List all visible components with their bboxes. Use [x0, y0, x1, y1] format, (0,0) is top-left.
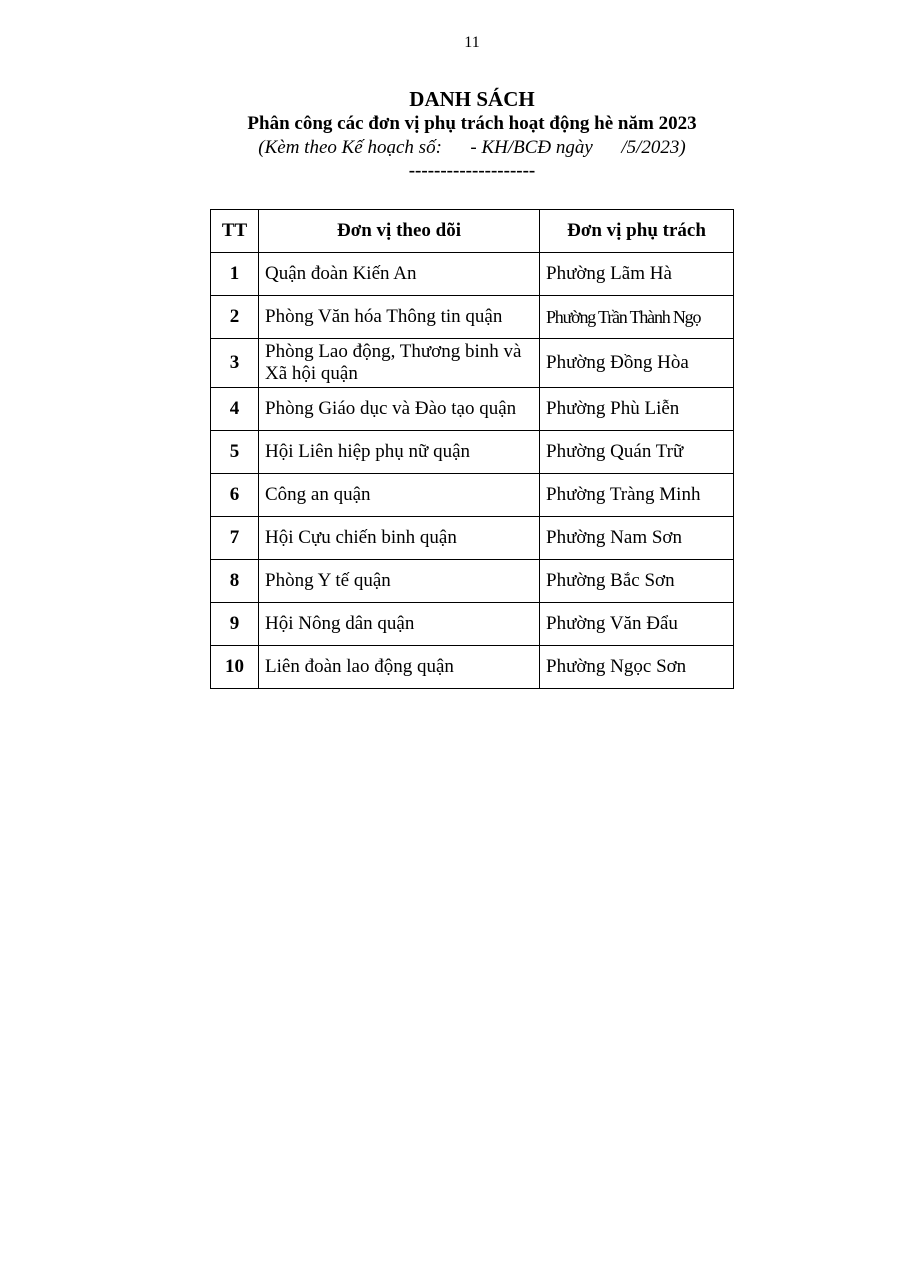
- table-row: [211, 296, 734, 339]
- responsible-ward: [540, 296, 734, 339]
- monitoring-unit: Quận đoàn Kiến An: [259, 253, 540, 296]
- responsible-ward: Phường Tràng Minh: [540, 474, 734, 517]
- attachment-reference: (Kèm theo Kế hoạch số: - KH/BCĐ ngày /5/2023): [258, 137, 686, 158]
- table-row: [211, 517, 734, 560]
- document-subtitle: Phân công các đơn vị phụ trách hoạt động hè năm 2023: [247, 113, 697, 134]
- document-title: DANH SÁCH: [409, 87, 535, 111]
- table-row: [211, 474, 734, 517]
- responsible-ward: Phường Bắc Sơn: [540, 560, 734, 603]
- monitoring-unit: Phòng Giáo dục và Đào tạo quận: [259, 388, 540, 431]
- row-number: 7: [211, 517, 259, 560]
- assignment-table: [210, 209, 734, 689]
- responsible-ward-text: Phường Trần Thành Ngọ: [546, 306, 701, 327]
- responsible-ward: Phường Đồng Hòa: [540, 339, 734, 388]
- header-monitoring-unit: Đơn vị theo dõi: [259, 210, 540, 253]
- row-number: 1: [211, 253, 259, 296]
- row-number: 8: [211, 560, 259, 603]
- table-row: [211, 431, 734, 474]
- table-row: [211, 388, 734, 431]
- responsible-ward: Phường Phù Liễn: [540, 388, 734, 431]
- responsible-ward: Phường Ngọc Sơn: [540, 646, 734, 689]
- row-number: 4: [211, 388, 259, 431]
- row-number: 3: [211, 339, 259, 388]
- header-tt: TT: [211, 210, 259, 253]
- table-row: [211, 646, 734, 689]
- monitoring-unit: Liên đoàn lao động quận: [259, 646, 540, 689]
- table-row: [211, 603, 734, 646]
- row-number: 10: [211, 646, 259, 689]
- responsible-ward: Phường Văn Đẩu: [540, 603, 734, 646]
- monitoring-unit: Hội Nông dân quận: [259, 603, 540, 646]
- row-number: 5: [211, 431, 259, 474]
- row-number: 9: [211, 603, 259, 646]
- table-row: [211, 560, 734, 603]
- row-number: 2: [211, 296, 259, 339]
- monitoring-unit: Hội Cựu chiến binh quận: [259, 517, 540, 560]
- monitoring-unit: Phòng Y tế quận: [259, 560, 540, 603]
- table-header-row: [211, 210, 734, 253]
- responsible-ward: Phường Quán Trữ: [540, 431, 734, 474]
- separator-line: --------------------: [408, 160, 536, 181]
- monitoring-unit: Hội Liên hiệp phụ nữ quận: [259, 431, 540, 474]
- document-header: [0, 86, 900, 182]
- responsible-ward: Phường Lãm Hà: [540, 253, 734, 296]
- monitoring-unit: Phòng Lao động, Thương binh và Xã hội quận: [259, 339, 540, 388]
- row-number: 6: [211, 474, 259, 517]
- monitoring-unit: Công an quận: [259, 474, 540, 517]
- table-row: [211, 339, 734, 388]
- table-row: [211, 253, 734, 296]
- responsible-ward: Phường Nam Sơn: [540, 517, 734, 560]
- header-responsible-unit: Đơn vị phụ trách: [540, 210, 734, 253]
- page-number: 11: [464, 34, 480, 51]
- monitoring-unit: Phòng Văn hóa Thông tin quận: [259, 296, 540, 339]
